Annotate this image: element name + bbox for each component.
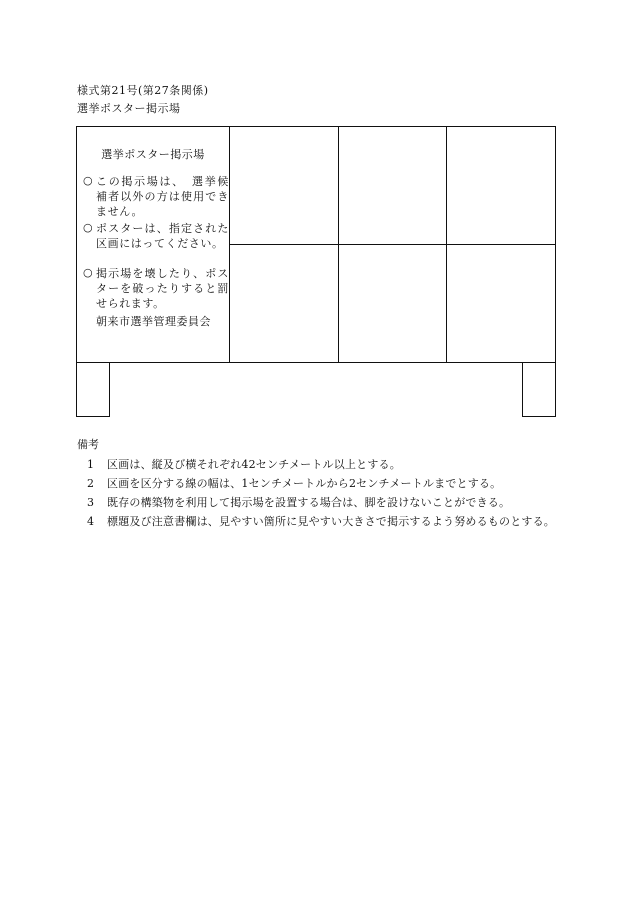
committee-name: 朝来市選挙管理委員会 (96, 315, 211, 328)
form-number: 様式第21号(第27条関係) (77, 84, 209, 97)
notice-text: 掲示場を壊したり、ポスターを破ったりすると罰せられます。 (96, 267, 229, 310)
circle-bullet-icon: ○ (83, 266, 93, 279)
circle-bullet-icon: ○ (83, 221, 93, 234)
notice-item (83, 266, 229, 311)
remark-item (87, 513, 562, 530)
remarks-heading: 備考 (77, 438, 99, 451)
remark-item (87, 475, 562, 492)
remark-text: 既存の構築物を利用して掲示場を設置する場合は、脚を設けないことができる。 (107, 496, 511, 509)
poster-board-diagram (76, 126, 556, 363)
notice-title: 選挙ポスター掲示場 (101, 148, 205, 161)
notice-panel (77, 127, 229, 362)
remark-number: 4 (87, 515, 94, 528)
remark-text: 標題及び注意書欄は、見やすい箇所に見やすい大きさで掲示するよう努めるものとする。 (107, 515, 555, 528)
remark-number: 1 (87, 458, 94, 471)
notice-item (83, 174, 229, 219)
remark-number: 2 (87, 477, 94, 490)
remark-item (87, 494, 562, 511)
divider-line (229, 244, 555, 245)
remark-item (87, 456, 562, 473)
form-title: 選挙ポスター掲示場 (77, 102, 181, 115)
remark-text: 区画を区分する線の幅は、1センチメートルから2センチメートルまでとする。 (107, 477, 502, 490)
remark-text: 区画は、縦及び横それぞれ42センチメートル以上とする。 (107, 458, 401, 471)
board-leg-left (76, 362, 110, 417)
notice-text: ポスターは、指定された区画にはってください。 (96, 222, 229, 250)
board-leg-right (522, 362, 556, 417)
remark-number: 3 (87, 496, 94, 509)
notice-item (83, 221, 229, 251)
notice-text: この掲示場は、 選挙候補者以外の方は使用できません。 (96, 175, 229, 218)
circle-bullet-icon: ○ (83, 174, 93, 187)
